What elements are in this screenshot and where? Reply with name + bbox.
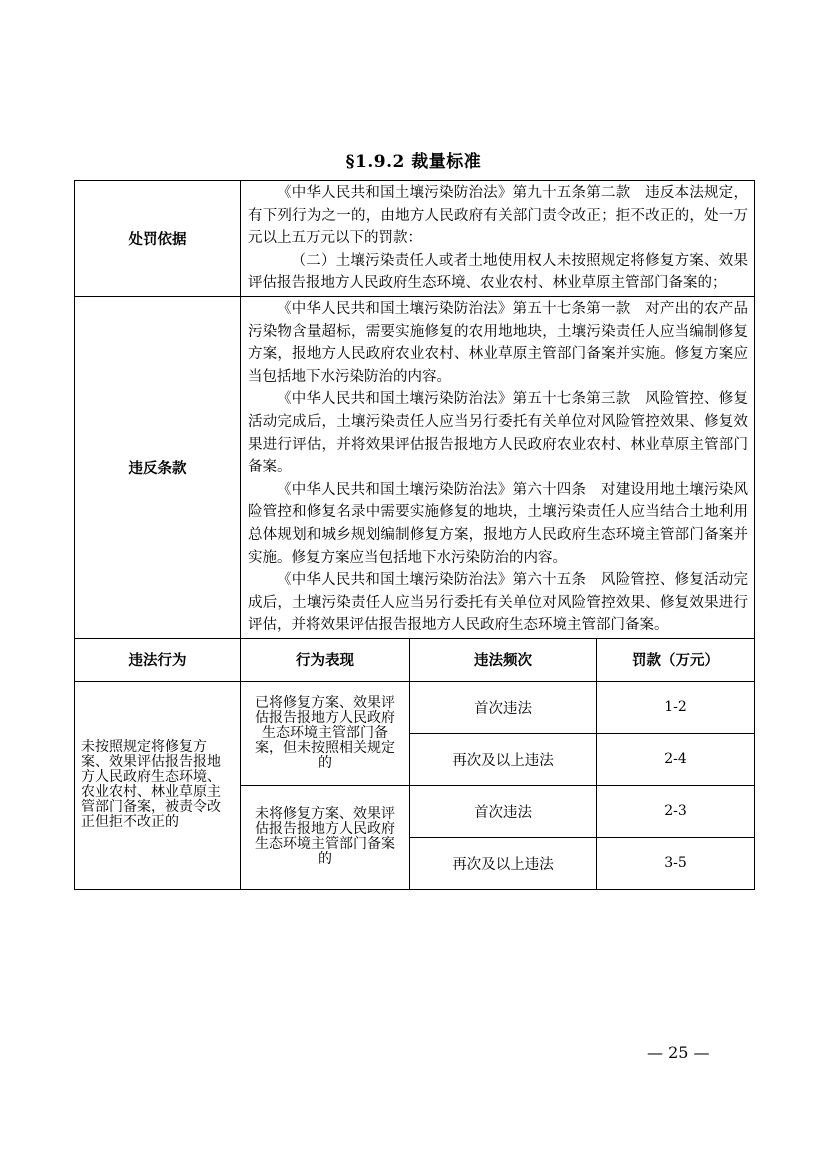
frequency-cell: 首次违法 bbox=[410, 681, 597, 733]
basis-content bbox=[241, 181, 755, 297]
basis-row bbox=[75, 181, 755, 297]
section-title: §1.9.2 裁量标准 bbox=[345, 152, 482, 172]
clause-paragraph: 《中华人民共和国土壤污染防治法》第五十七条第一款 对产出的农产品污染物含量超标，需要实施修复的农用地地块，土壤污染责任人应当编制修复方案，报地方人民政府农业农村、林业草原主管部门备案并实施。修复方案应当包括地下水污染防治的内容。 bbox=[248, 300, 749, 385]
basis-label: 处罚依据 bbox=[75, 181, 241, 297]
basis-paragraph: （二）土壤污染责任人或者土地使用权人未按照规定将修复方案、效果评估报告报地方人民政府生态环境、农业农村、林业草原主管部门备案的； bbox=[248, 252, 749, 292]
header-fine: 罚款（万元） bbox=[597, 638, 755, 681]
fine-cell: 1-2 bbox=[597, 681, 755, 733]
violation-clauses-content bbox=[241, 296, 755, 638]
header-behavior: 违法行为 bbox=[75, 638, 241, 681]
table-row bbox=[75, 681, 755, 733]
fine-cell: 3-5 bbox=[597, 837, 755, 889]
frequency-cell: 首次违法 bbox=[410, 785, 597, 837]
clause-paragraph: 《中华人民共和国土壤污染防治法》第六十四条 对建设用地土壤污染风险管控和修复名录中需要实施修复的地块，土壤污染责任人应当结合土地利用总体规划和城乡规划编制修复方案，报地方人民政府生态环境主管部门备案并实施。修复方案应当包括地下水污染防治的内容。 bbox=[248, 481, 749, 566]
clause-paragraph: 《中华人民共和国土壤污染防治法》第五十七条第三款 风险管控、修复活动完成后，土壤污染责任人应当另行委托有关单位对风险管控效果、修复效果进行评估，并将效果评估报告报地方人民政府农业农村、林业草原主管部门备案。 bbox=[248, 391, 749, 476]
clause-paragraph: 《中华人民共和国土壤污染防治法》第六十五条 风险管控、修复活动完成后，土壤污染责任人应当另行委托有关单位对风险管控效果、修复效果进行评估，并将效果评估报告报地方人民政府生态环境主管部门备案。 bbox=[248, 572, 749, 634]
header-expression: 行为表现 bbox=[241, 638, 410, 681]
violation-clauses-row bbox=[75, 296, 755, 638]
expression-cell: 已将修复方案、效果评估报告报地方人民政府生态环境主管部门备案，但未按照相关规定的 bbox=[241, 681, 410, 785]
page-number: — 25 — bbox=[647, 1043, 710, 1062]
basis-paragraph: 《中华人民共和国土壤污染防治法》第九十五条第二款 违反本法规定，有下列行为之一的，由地方人民政府有关部门责令改正；拒不改正的，处一万元以上五万元以下的罚款： bbox=[248, 185, 749, 247]
frequency-cell: 再次及以上违法 bbox=[410, 837, 597, 889]
header-frequency: 违法频次 bbox=[410, 638, 597, 681]
table-header-row bbox=[75, 638, 755, 681]
fine-cell: 2-3 bbox=[597, 785, 755, 837]
frequency-cell: 再次及以上违法 bbox=[410, 733, 597, 785]
violation-clauses-label: 违反条款 bbox=[75, 296, 241, 638]
fine-cell: 2-4 bbox=[597, 733, 755, 785]
behavior-cell: 未按照规定将修复方案、效果评估报告报地方人民政府生态环境、农业农村、林业草原主管部门备案，被责令改正但拒不改正的 bbox=[75, 681, 241, 889]
standards-table bbox=[74, 180, 755, 890]
expression-cell: 未将修复方案、效果评估报告报地方人民政府生态环境主管部门备案的 bbox=[241, 785, 410, 889]
